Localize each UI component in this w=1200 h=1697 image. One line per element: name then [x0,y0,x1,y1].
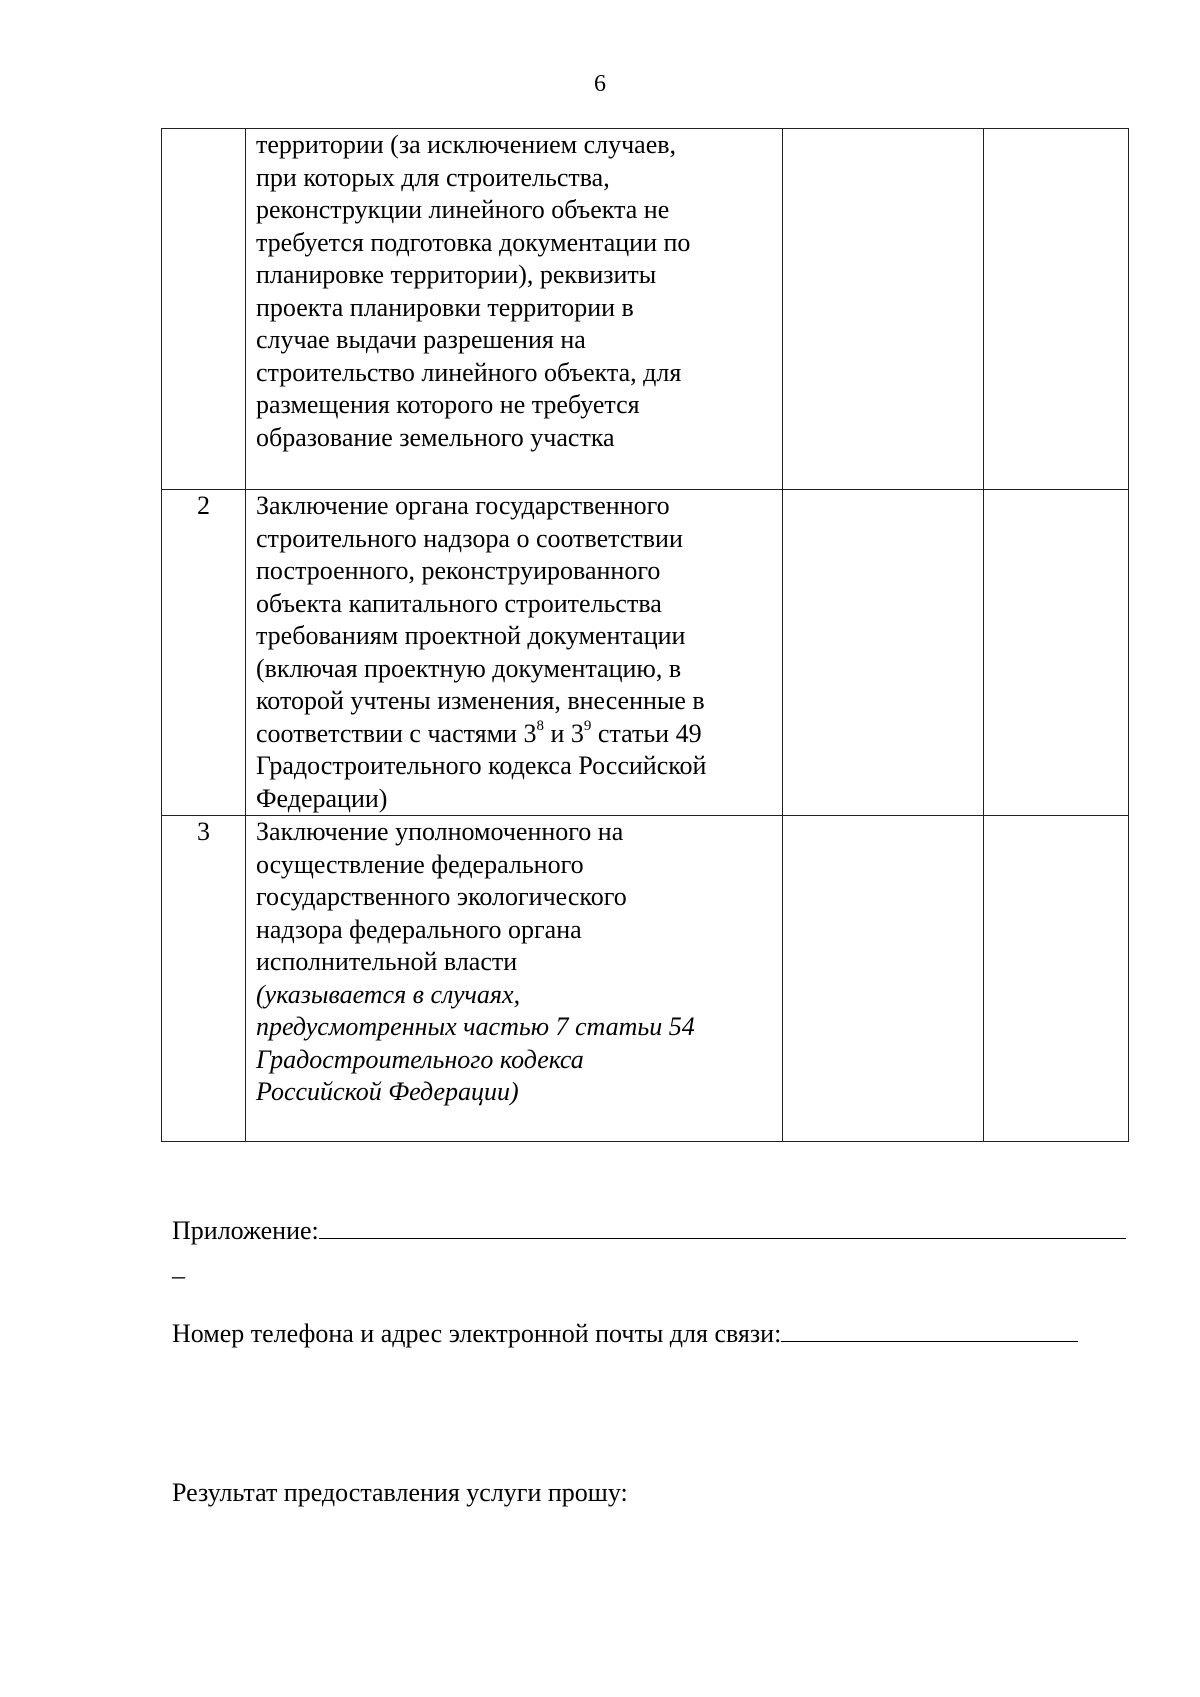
empty-cell [984,129,1129,490]
page-number: 6 [594,71,606,97]
italic-note-line: Градостроительного кодекса [256,1044,584,1074]
row-number-cell [162,129,246,490]
text-line: при которых для строительства, [256,162,610,192]
text-line: случае выдачи разрешения на [256,325,586,354]
text-line: Федерации) [256,783,388,813]
text-line: Градостроительного кодекса Российской [256,751,707,780]
text-line: (включая проектную документацию, в [256,653,682,683]
documents-table [161,128,1129,1142]
text-line: требованиям проектной документации [256,621,686,650]
text-line: осуществление федерального [256,849,584,879]
empty-cell [783,816,984,1142]
italic-note-line: (указывается в случаях, [256,979,521,1009]
empty-cell [984,816,1129,1142]
row-number-cell: 3 [162,816,246,1142]
text-line: надзора федерального органа [256,914,582,944]
result-label: Результат предоставления услуги прошу: [172,1478,628,1507]
text-line: исполнительной власти [256,947,518,976]
text-line: Заключение уполномоченного на [256,817,624,846]
superscript: 8 [536,717,544,734]
text-line: построенного, реконструированного [256,556,661,585]
text-line: территории (за исключением случаев, [256,130,677,159]
text-line: строительство линейного объекта, для [256,357,682,387]
text-line: государственного экологического [256,882,627,911]
row-number-cell: 2 [162,490,246,816]
document-description-cell [246,129,783,490]
appendix-field[interactable] [319,1214,1126,1239]
appendix-line [172,1214,1126,1246]
contact-field[interactable] [781,1317,1078,1342]
text-line: реконструкции линейного объекта не [256,195,670,224]
ref-suffix: статьи 49 [591,718,702,748]
text-line: проекта планировки территории в [256,292,634,322]
text-line-with-references [256,718,776,751]
contact-line [172,1317,1078,1349]
text-line: которой учтены изменения, внесенные в [256,686,705,715]
text-line: образование земельного участка [256,422,615,452]
empty-cell [984,490,1129,816]
table-row [162,490,1129,816]
italic-note-line: предусмотренных частью 7 статьи 54 [256,1012,695,1041]
contact-label: Номер телефона и адрес электронной почты для связи: [172,1319,782,1348]
text-line: Заключение органа государственного [256,491,670,520]
italic-note-line: Российской Федерации) [256,1077,519,1106]
ref-prefix: соответствии с частями 3 [256,718,537,748]
appendix-label: Приложение: [172,1216,319,1245]
table-row [162,816,1129,1142]
text-line: объекта капитального строительства [256,588,662,618]
appendix-dash: _ [172,1252,185,1281]
text-line: строительного надзора о соответствии [256,523,683,553]
empty-cell [783,490,984,816]
text-line: размещения которого не требуется [256,390,640,419]
empty-cell [783,129,984,490]
document-description-cell [246,490,783,816]
text-line: требуется подготовка документации по [256,227,691,257]
ref-middle: и 3 [543,718,584,748]
superscript: 9 [583,717,592,734]
text-line: планировке территории), реквизиты [256,260,657,289]
document-description-cell [246,816,783,1142]
table-row [162,129,1129,490]
